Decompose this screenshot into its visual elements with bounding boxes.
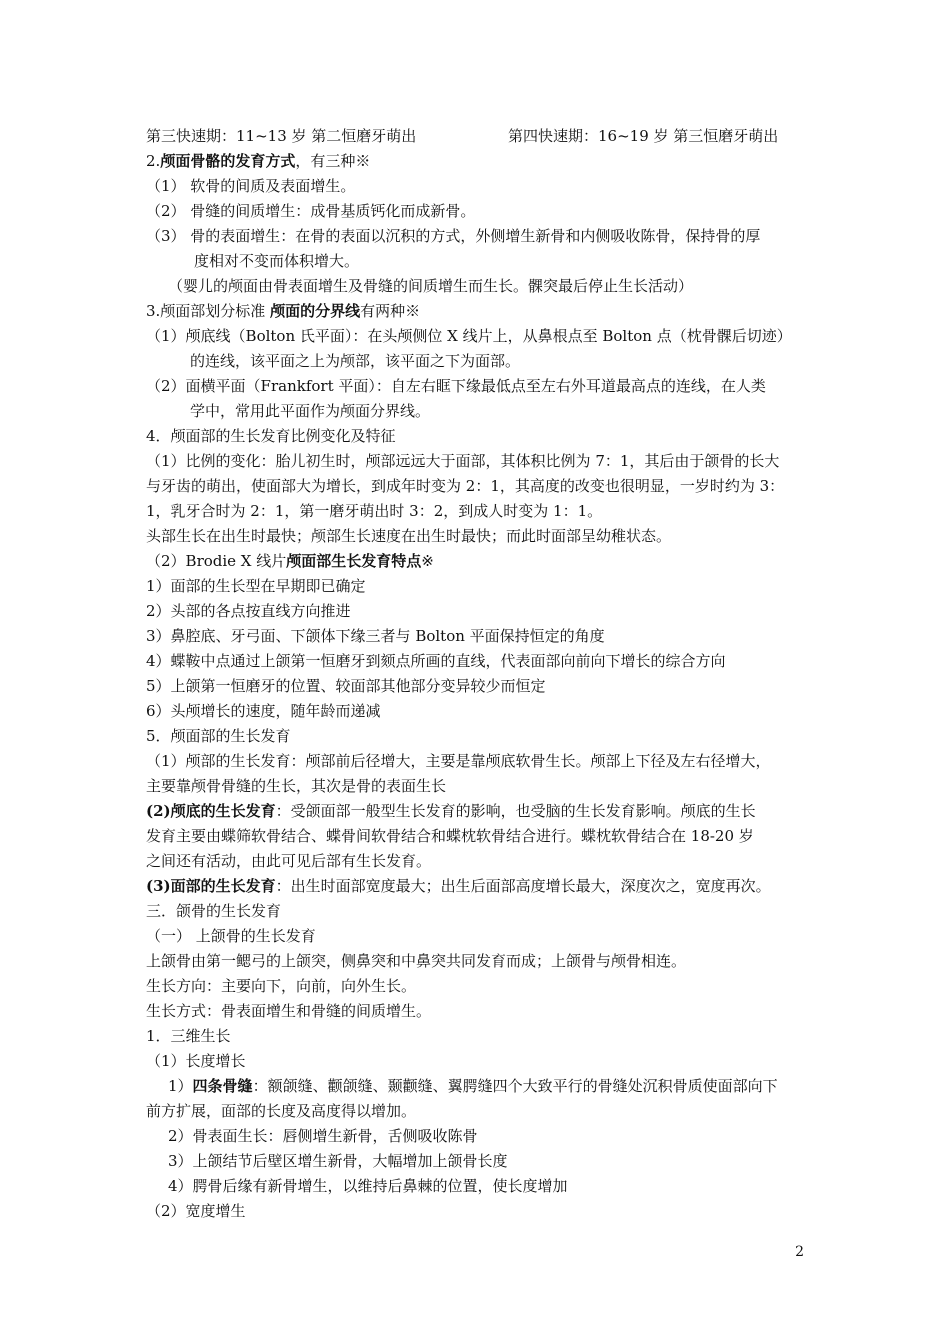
text-line	[146, 799, 820, 824]
text-span: （2）Brodie X 线片	[146, 552, 287, 570]
text-line: （1） 软骨的间质及表面增生。	[146, 177, 356, 195]
page-number: 2	[795, 1244, 804, 1260]
text-line: 上颌骨由第一鳃弓的上颌突，侧鼻突和中鼻突共同发育而成；上颌骨与颅骨相连。	[146, 952, 687, 970]
bold-text: (3)	[146, 877, 171, 895]
text-line: 学中，常用此平面作为颅面分界线。	[190, 402, 431, 420]
section-heading: 5．颅面部的生长发育	[146, 727, 291, 745]
page-body	[146, 124, 820, 1224]
text-line: （1）长度增长	[146, 1052, 246, 1070]
text-span: ：出生时面部宽度最大；出生后面部高度增长最大，深度次之，宽度再次。	[275, 877, 771, 895]
text-line: 之间还有活动，由此可见后部有生长发育。	[146, 852, 432, 870]
text-line: 的连线，该平面之上为颅部，该平面之下为面部。	[190, 352, 521, 370]
text-span: ※	[421, 552, 434, 570]
text-line: 与牙齿的萌出，使面部大为增长，到成年时变为 2：1，其高度的改变也很明显，一岁时约为 3：	[146, 477, 785, 495]
text-span: ：额颌缝、颧颌缝、颞颧缝、翼腭缝四个大致平行的骨缝处沉积骨质使面部向下	[252, 1077, 778, 1095]
text-line: 发育主要由蝶筛软骨结合、蝶骨间软骨结合和蝶枕软骨结合进行。蝶枕软骨结合在 18-20 岁	[146, 827, 754, 845]
text-span: 第三快速期：11~13 岁 第二恒磨牙萌出	[146, 127, 417, 145]
text-span: 2.	[146, 152, 161, 170]
list-item: 2）头部的各点按直线方向推进	[146, 602, 351, 620]
list-item: 1）面部的生长型在早期即已确定	[146, 577, 366, 595]
text-line: 前方扩展，面部的长度及高度得以增加。	[146, 1102, 417, 1120]
text-line: （2）宽度增生	[146, 1202, 246, 1220]
text-span: ：受颌面部一般型生长发育的影响，也受脑的生长发育影响。颅底的生长	[275, 802, 756, 820]
list-item: 2）骨表面生长：唇侧增生新骨，舌侧吸收陈骨	[168, 1127, 478, 1145]
bold-text: 颅面骨骼的发育方式	[160, 152, 296, 170]
text-line: 度相对不变而体积增大。	[194, 252, 360, 270]
text-line: （1）比例的变化：胎儿初生时，颅部远远大于面部，其体积比例为 7：1，其后由于颌骨的长大	[146, 452, 780, 470]
section-heading	[146, 299, 820, 324]
text-line: （1）颅底线（Bolton 氏平面）：在头颅侧位 X 线片上，从鼻根点至 Bolton 点（枕骨髁后切迹）	[146, 327, 792, 345]
text-span: 第四快速期：16~19 岁 第三恒磨牙萌出	[508, 127, 779, 145]
list-item	[146, 1074, 820, 1099]
bold-text: 颅底的生长发育	[170, 802, 276, 820]
list-item: 4）腭骨后缘有新骨增生，以维持后鼻棘的位置，使长度增加	[168, 1177, 568, 1195]
list-item: 6）头颅增长的速度，随年龄而递减	[146, 702, 381, 720]
bold-text: 四条骨缝	[192, 1077, 253, 1095]
text-line	[146, 124, 820, 149]
text-line: （1）颅部的生长发育：颅部前后径增大，主要是靠颅底软骨生长。颅部上下径及左右径增大，	[146, 752, 771, 770]
text-span: ，有三种※	[295, 152, 371, 170]
text-line: （2）面横平面（Frankfort 平面）：自左右眶下缘最低点至左右外耳道最高点的连线，在人类	[146, 377, 766, 395]
list-item: 5）上颌第一恒磨牙的位置、较面部其他部分变异较少而恒定	[146, 677, 546, 695]
bold-text: 颅面的分界线	[270, 302, 361, 320]
text-span: 3.颅面部划分标准	[146, 302, 271, 320]
section-heading	[146, 149, 820, 174]
section-heading: 1．三维生长	[146, 1027, 231, 1045]
section-heading: 4．颅面部的生长发育比例变化及特征	[146, 427, 396, 445]
section-heading: 三．颌骨的生长发育	[146, 902, 282, 920]
text-line: 生长方向：主要向下，向前，向外生长。	[146, 977, 417, 995]
text-span: 1）	[168, 1077, 193, 1095]
text-line: 头部生长在出生时最快；颅部生长速度在出生时最快；而此时面部呈幼稚状态。	[146, 527, 672, 545]
text-line: 1，乳牙合时为 2：1，第一磨牙萌出时 3：2，到成人时变为 1：1。	[146, 502, 603, 520]
bold-text: 颅面部生长发育特点	[286, 552, 422, 570]
text-line: （3） 骨的表面增生：在骨的表面以沉积的方式，外侧增生新骨和内侧吸收陈骨，保持骨的厚	[146, 227, 761, 245]
section-heading: （一） 上颌骨的生长发育	[146, 927, 316, 945]
list-item: 3）鼻腔底、牙弓面、下颌体下缘三者与 Bolton 平面保持恒定的角度	[146, 627, 605, 645]
list-item: 4）蝶鞍中点通过上颌第一恒磨牙到颏点所画的直线，代表面部向前向下增长的综合方向	[146, 652, 726, 670]
text-line	[146, 874, 820, 899]
text-span: 有两种※	[360, 302, 421, 320]
bold-text: (2)	[146, 802, 171, 820]
list-item: 3）上颌结节后壁区增生新骨，大幅增加上颌骨长度	[168, 1152, 508, 1170]
bold-text: 面部的生长发育	[170, 877, 276, 895]
text-line: 主要靠颅骨骨缝的生长，其次是骨的表面生长	[146, 777, 447, 795]
text-line: 生长方式：骨表面增生和骨缝的间质增生。	[146, 1002, 432, 1020]
text-line: （2） 骨缝的间质增生：成骨基质钙化而成新骨。	[146, 202, 476, 220]
text-line	[146, 549, 820, 574]
text-line: （婴儿的颅面由骨表面增生及骨缝的间质增生而生长。髁突最后停止生长活动）	[168, 277, 694, 295]
